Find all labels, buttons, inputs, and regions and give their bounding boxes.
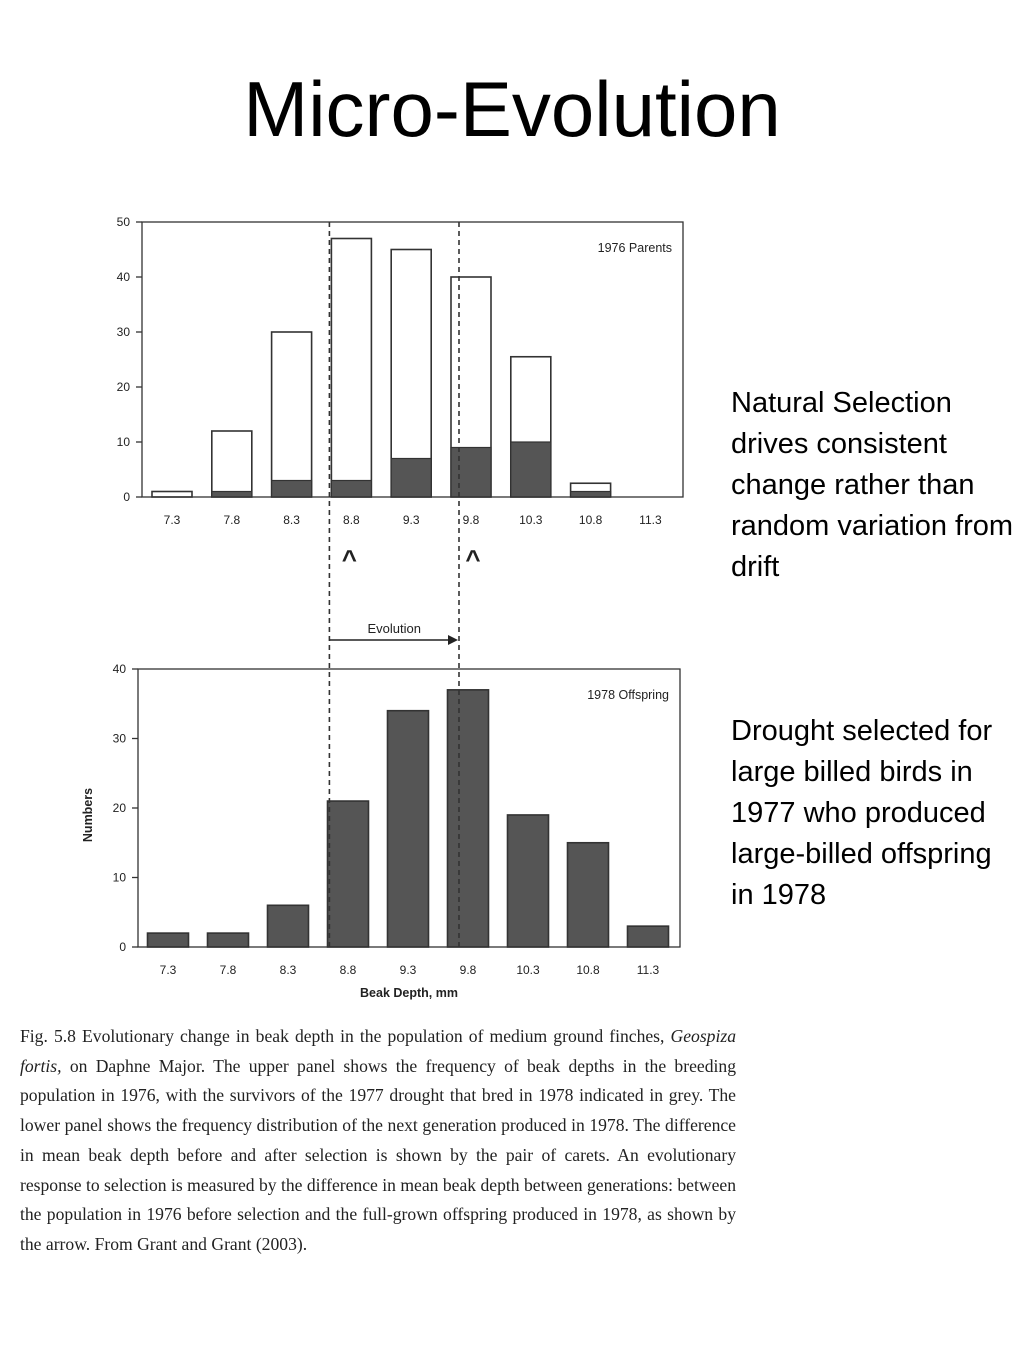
y-tick-label-parents: 20 xyxy=(116,380,130,394)
side-text-natural-selection: Natural Selection drives consistent change rather than random variation from drift xyxy=(731,387,1014,583)
bar-survivors-parents-10.8 xyxy=(571,492,611,498)
caption-text-1: Evolutionary change in beak depth in the population of medium ground finches, xyxy=(75,1026,671,1046)
side-text-drought: Drought selected for large billed birds in 1977 who produced large-billed offspring in 1978 xyxy=(731,715,993,911)
bar-offspring-10.8 xyxy=(568,843,609,947)
x-axis-title: Beak Depth, mm xyxy=(360,986,458,1000)
bar-offspring-8.8 xyxy=(328,801,369,947)
x-tick-label-offspring: 7.3 xyxy=(159,963,177,977)
panel-title-parents: 1976 Parents xyxy=(597,241,672,255)
x-tick-label-offspring: 11.3 xyxy=(636,963,660,977)
bar-parents-7.3 xyxy=(152,492,192,498)
bar-offspring-9.3 xyxy=(388,711,429,947)
y-tick-label-offspring: 20 xyxy=(112,801,126,815)
bar-offspring-11.3 xyxy=(628,926,669,947)
x-tick-label-parents: 7.3 xyxy=(163,513,181,527)
y-tick-label-parents: 30 xyxy=(116,325,130,339)
x-tick-label-parents: 10.3 xyxy=(519,513,543,527)
bar-parents-8.8 xyxy=(331,239,371,498)
panel-title-offspring: 1978 Offspring xyxy=(587,688,669,702)
x-tick-label-parents: 9.3 xyxy=(402,513,420,527)
y-tick-label-parents: 40 xyxy=(116,270,130,284)
caption-text-2: on Daphne Major. The upper panel shows the frequency of beak depths in the breeding population in 1976, with the survivors of the 1977 drought that bred in 1978 indicated in grey. The lower panel shows the frequency distribution of the next generation produced in 1978. The difference in mean beak depth before and after selection is shown by the pair of carets. An evolutionary response to selection is measured by the difference in mean beak depth between generations: between the population in 1976 before selection and the full-grown offspring produced in 1978, as shown by the arrow. From Grant and Grant (2003). xyxy=(20,1055,736,1254)
y-tick-label-parents: 50 xyxy=(116,215,130,229)
y-tick-label-parents: 0 xyxy=(123,490,130,504)
bar-survivors-parents-8.8 xyxy=(331,481,371,498)
y-tick-label-offspring: 0 xyxy=(119,940,126,954)
x-tick-label-parents: 8.8 xyxy=(343,513,360,527)
bar-parents-7.8 xyxy=(212,431,252,497)
y-tick-label-offspring: 10 xyxy=(112,870,126,885)
mean-caret-9.8: ^ xyxy=(465,544,481,574)
figure-caption xyxy=(20,1022,736,1260)
y-axis-title: Numbers xyxy=(81,787,95,843)
bar-offspring-8.3 xyxy=(268,905,309,947)
y-tick-label-offspring: 30 xyxy=(112,731,126,746)
bar-offspring-7.3 xyxy=(148,933,189,947)
x-tick-label-offspring: 10.8 xyxy=(576,963,600,977)
y-tick-label-offspring: 40 xyxy=(112,662,126,676)
slide-title: Micro-Evolution xyxy=(243,65,781,153)
evolution-label: Evolution xyxy=(367,621,421,636)
x-tick-label-parents: 7.8 xyxy=(223,513,241,527)
x-tick-label-offspring: 8.3 xyxy=(279,963,297,977)
bar-survivors-parents-9.3 xyxy=(391,459,431,498)
bar-offspring-7.8 xyxy=(208,933,249,947)
bar-survivors-parents-10.3 xyxy=(511,442,551,497)
caption-species: Geospiza fortis, xyxy=(20,1026,737,1076)
bar-survivors-parents-8.3 xyxy=(272,481,312,498)
x-tick-label-offspring: 9.3 xyxy=(399,963,417,977)
x-tick-label-parents: 8.3 xyxy=(283,513,300,527)
x-tick-label-offspring: 10.3 xyxy=(516,963,540,977)
bar-survivors-parents-9.8 xyxy=(451,448,491,498)
evolution-arrowhead xyxy=(448,635,458,645)
bar-offspring-10.3 xyxy=(508,815,549,947)
x-tick-label-parents: 9.8 xyxy=(462,513,480,527)
x-tick-label-offspring: 8.8 xyxy=(339,963,357,977)
bar-offspring-9.8 xyxy=(448,690,489,947)
mean-caret-8.8: ^ xyxy=(341,544,357,574)
x-tick-label-parents: 10.8 xyxy=(578,513,603,527)
x-tick-label-offspring: 9.8 xyxy=(459,963,477,977)
y-tick-label-parents: 10 xyxy=(116,435,130,449)
x-tick-label-parents: 11.3 xyxy=(639,513,662,527)
caption-fig-label: Fig. 5.8 xyxy=(20,1026,76,1046)
x-tick-label-offspring: 7.8 xyxy=(219,963,237,977)
bar-survivors-parents-7.8 xyxy=(212,492,252,498)
bar-parents-8.3 xyxy=(272,332,312,497)
